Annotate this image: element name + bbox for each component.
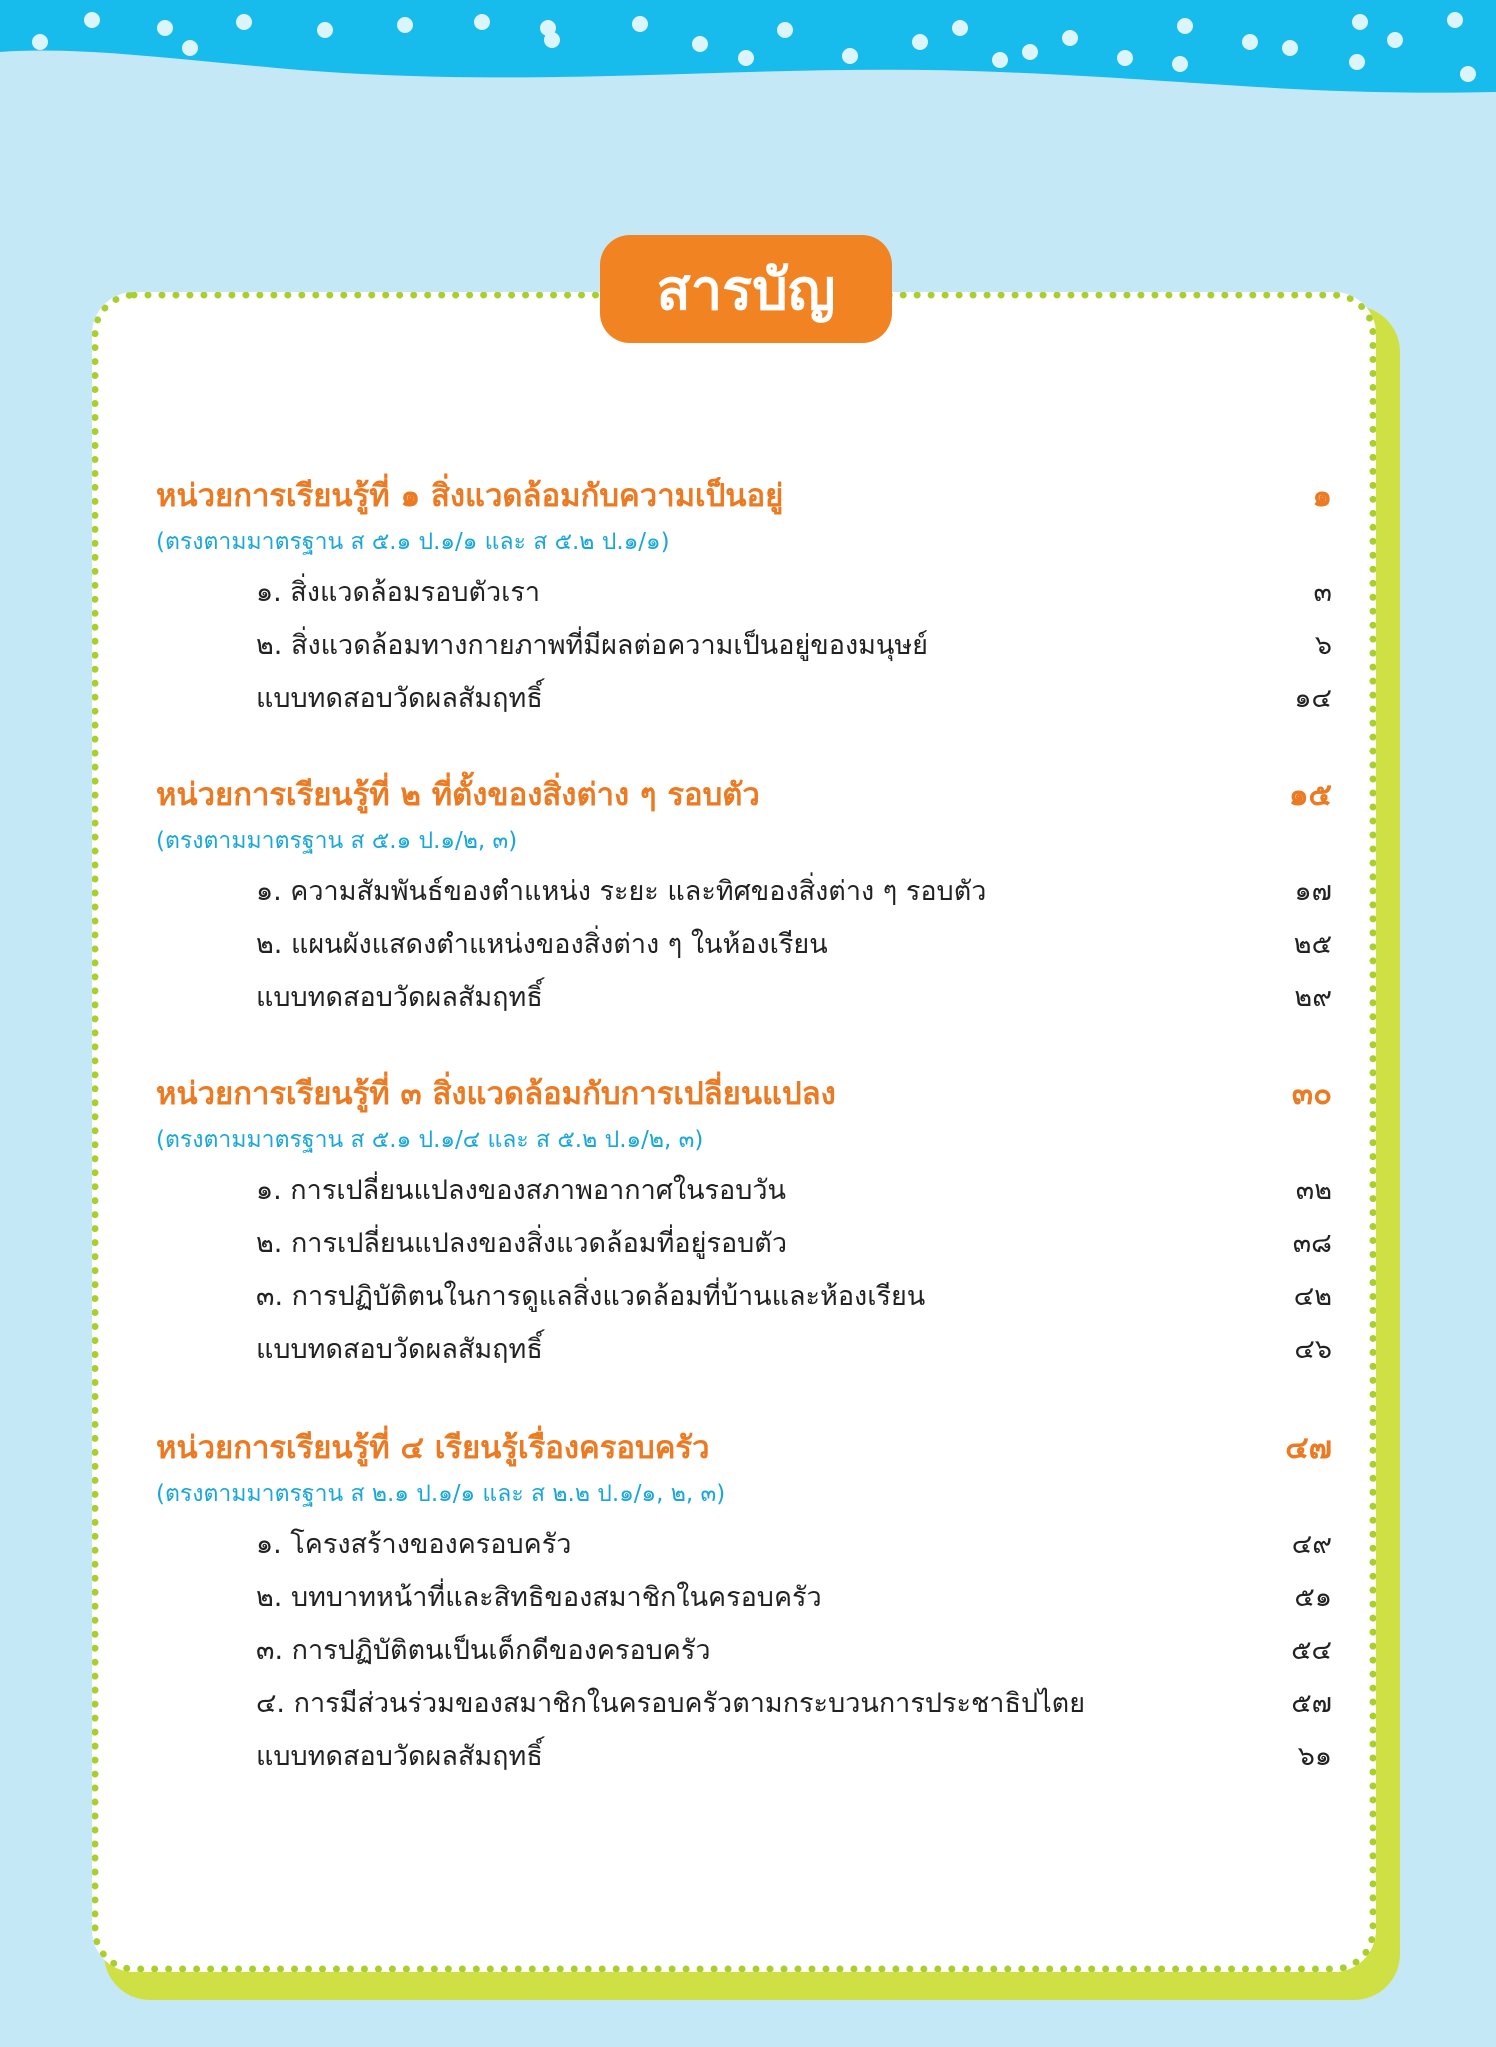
toc-entry-label: ๒. สิ่งแวดล้อมทางกายภาพที่มีผลต่อความเป็นอยู่ของมนุษย์: [256, 630, 928, 661]
toc-entry-page: ๕๔: [1291, 1635, 1332, 1666]
toc-entry-label: ๔. การมีส่วนร่วมของสมาชิกในครอบครัวตามกระบวนการประชาธิปไตย: [256, 1688, 1086, 1719]
unit-page-number: ๑๕: [1288, 777, 1332, 813]
unit-page-number: ๑: [1312, 478, 1332, 514]
toc-entry[interactable]: [156, 672, 1332, 725]
toc-entry-label: ๒. บทบาทหน้าที่และสิทธิของสมาชิกในครอบครัว: [256, 1582, 822, 1613]
wave-dot: [738, 50, 754, 66]
toc-entry-page: ๔๙: [1291, 1529, 1332, 1560]
wave-dot: [952, 20, 968, 36]
unit-heading: หน่วยการเรียนรู้ที่ ๔ เรียนรู้เรื่องครอบครัว: [156, 1430, 710, 1466]
toc-entry[interactable]: [156, 1571, 1332, 1624]
toc-entry[interactable]: [156, 1518, 1332, 1571]
toc-entry[interactable]: [156, 1270, 1332, 1323]
wave-dot: [1349, 54, 1365, 70]
toc-entry[interactable]: [156, 619, 1332, 672]
toc-entry[interactable]: [156, 1677, 1332, 1730]
wave-dot: [992, 52, 1008, 68]
toc-entry-page: ๓: [1313, 577, 1332, 608]
unit-page-number: ๓๐: [1291, 1076, 1332, 1112]
wave-dot: [84, 12, 100, 28]
unit-section: [156, 470, 1332, 725]
toc-entry-label: แบบทดสอบวัดผลสัมฤทธิ์: [256, 982, 543, 1013]
toc-entry-page: ๒๙: [1294, 982, 1332, 1013]
wave-band: [0, 0, 1496, 93]
toc-entry-label: ๑. ความสัมพันธ์ของตำแหน่ง ระยะ และทิศของสิ่งต่าง ๆ รอบตัว: [256, 876, 987, 907]
top-wave-decoration: [0, 0, 1496, 110]
unit-heading: หน่วยการเรียนรู้ที่ ๓ สิ่งแวดล้อมกับการเปลี่ยนแปลง: [156, 1076, 836, 1112]
wave-dot: [1117, 50, 1133, 66]
toc-entry-label: ๒. การเปลี่ยนแปลงของสิ่งแวดล้อมที่อยู่รอบตัว: [256, 1228, 787, 1259]
toc-entry-label: แบบทดสอบวัดผลสัมฤทธิ์: [256, 683, 543, 714]
wave-dot: [1172, 56, 1188, 72]
toc-entry-page: ๖: [1314, 630, 1332, 661]
wave-dot: [1062, 30, 1078, 46]
wave-dot: [317, 22, 333, 38]
wave-dot: [1242, 34, 1258, 50]
unit-section: [156, 1068, 1332, 1376]
wave-dot: [1352, 14, 1368, 30]
wave-dot: [157, 20, 173, 36]
toc-entry[interactable]: [156, 918, 1332, 971]
wave-dot: [1387, 32, 1403, 48]
wave-dot: [1177, 18, 1193, 34]
unit-section: [156, 769, 1332, 1024]
unit-heading-row[interactable]: [156, 1422, 1332, 1474]
unit-heading: หน่วยการเรียนรู้ที่ ๑ สิ่งแวดล้อมกับความเป็นอยู่: [156, 478, 784, 514]
toc-entry[interactable]: [156, 566, 1332, 619]
wave-dot: [1447, 12, 1463, 28]
unit-standard: (ตรงตามมาตรฐาน ส ๕.๑ ป.๑/๑ และ ส ๕.๒ ป.๑/๑): [156, 529, 670, 555]
toc-entry-label: ๑. โครงสร้างของครอบครัว: [256, 1529, 572, 1560]
toc-entry[interactable]: [156, 1217, 1332, 1270]
toc-entry[interactable]: [156, 971, 1332, 1024]
toc-entry[interactable]: [156, 1164, 1332, 1217]
toc-entry-page: ๑๗: [1294, 876, 1332, 907]
toc-entry-page: ๖๑: [1297, 1741, 1332, 1772]
unit-standard: (ตรงตามมาตรฐาน ส ๕.๑ ป.๑/๔ และ ส ๕.๒ ป.๑/๒, ๓): [156, 1127, 704, 1153]
toc-title: สารบัญ: [600, 235, 892, 343]
toc-entry-page: ๕๗: [1291, 1688, 1332, 1719]
wave-dot: [236, 14, 252, 30]
toc-entry-label: ๓. การปฏิบัติตนในการดูแลสิ่งแวดล้อมที่บ้านและห้องเรียน: [256, 1281, 926, 1312]
wave-dot: [32, 34, 48, 50]
toc-entry-page: ๕๑: [1294, 1582, 1332, 1613]
wave-dot: [397, 17, 413, 33]
toc-entry-page: ๔๒: [1293, 1281, 1332, 1312]
wave-dot: [632, 16, 648, 32]
unit-standard: (ตรงตามมาตรฐาน ส ๕.๑ ป.๑/๒, ๓): [156, 828, 518, 854]
toc-entry-label: ๑. การเปลี่ยนแปลงของสภาพอากาศในรอบวัน: [256, 1175, 787, 1206]
toc-entry-label: ๒. แผนผังแสดงตำแหน่งของสิ่งต่าง ๆ ในห้องเรียน: [256, 929, 828, 960]
wave-dot: [1282, 40, 1298, 56]
unit-section: [156, 1422, 1332, 1783]
toc-entry[interactable]: [156, 1730, 1332, 1783]
unit-page-number: ๔๗: [1285, 1430, 1332, 1466]
toc-entry[interactable]: [156, 865, 1332, 918]
wave-dot: [182, 40, 198, 56]
wave-dot: [842, 48, 858, 64]
toc-entry-page: ๒๕: [1293, 929, 1332, 960]
toc-entry-label: แบบทดสอบวัดผลสัมฤทธิ์: [256, 1334, 543, 1365]
wave-dot: [777, 22, 793, 38]
wave-dot: [912, 34, 928, 50]
toc-entry[interactable]: [156, 1323, 1332, 1376]
unit-standard: (ตรงตามมาตรฐาน ส ๒.๑ ป.๑/๑ และ ส ๒.๒ ป.๑/๑, ๒, ๓): [156, 1481, 726, 1507]
toc-entry-page: ๑๔: [1294, 683, 1332, 714]
wave-dot: [474, 14, 490, 30]
toc-entry-label: ๑. สิ่งแวดล้อมรอบตัวเรา: [256, 577, 541, 608]
toc-entry-page: ๓๘: [1292, 1228, 1332, 1259]
toc-entry-label: แบบทดสอบวัดผลสัมฤทธิ์: [256, 1741, 543, 1772]
unit-heading-row[interactable]: [156, 470, 1332, 522]
unit-heading-row[interactable]: [156, 1068, 1332, 1120]
toc-entry[interactable]: [156, 1624, 1332, 1677]
wave-dot: [692, 36, 708, 52]
wave-dot: [1460, 66, 1476, 82]
unit-heading-row[interactable]: [156, 769, 1332, 821]
wave-dot: [540, 20, 556, 36]
unit-heading: หน่วยการเรียนรู้ที่ ๒ ที่ตั้งของสิ่งต่าง ๆ รอบตัว: [156, 777, 760, 813]
toc-entry-page: ๓๒: [1295, 1175, 1332, 1206]
toc-entry-page: ๔๖: [1294, 1334, 1332, 1365]
toc-entry-label: ๓. การปฏิบัติตนเป็นเด็กดีของครอบครัว: [256, 1635, 711, 1666]
wave-dot: [1022, 44, 1038, 60]
